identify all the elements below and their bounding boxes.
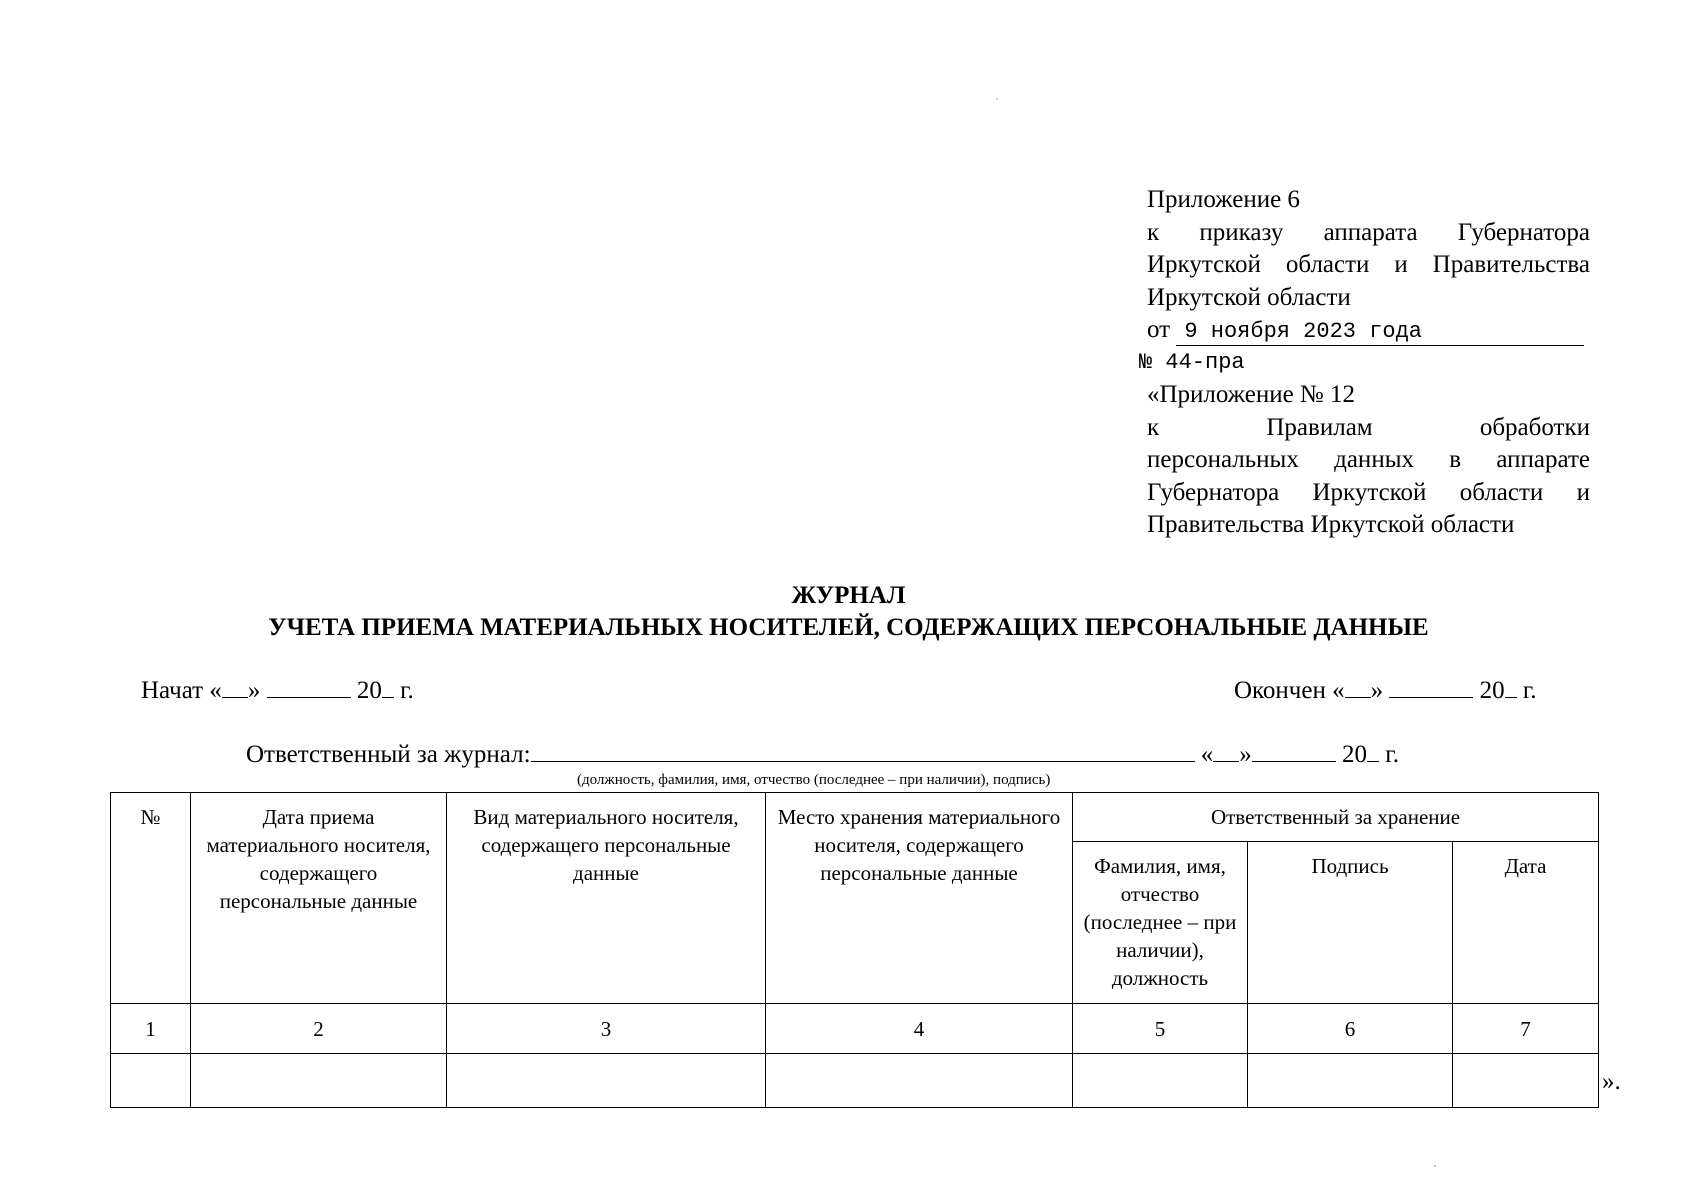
empty-cell — [766, 1054, 1073, 1108]
responsible-caption: (должность, фамилия, имя, отчество (последнее – при наличии), подпись) — [577, 772, 1051, 788]
started-year-blank — [382, 677, 394, 698]
column-number: 7 — [1453, 1004, 1599, 1054]
header-media-type: Вид материального носителя, содержащего персональные данные — [447, 793, 766, 1004]
table-header-row — [111, 793, 1599, 842]
header-storage-place: Место хранения материального носителя, содержащего персональные данные — [766, 793, 1073, 1004]
started-label: Начат « — [141, 677, 222, 704]
responsible-open-quote: « — [1200, 741, 1214, 768]
header-num: № — [111, 793, 191, 1004]
started-suffix: г. — [393, 677, 414, 704]
column-number: 4 — [766, 1004, 1073, 1054]
responsible-name-blank — [531, 741, 1195, 762]
started-close-quote: » — [247, 677, 261, 704]
appendix-date-value: 9 ноября 2023 года — [1176, 319, 1584, 346]
empty-cell — [1073, 1054, 1248, 1108]
responsible-day-blank — [1213, 741, 1239, 762]
column-number: 1 — [111, 1004, 191, 1054]
finished-label: Окончен « — [1234, 677, 1345, 704]
finished-close-quote: » — [1370, 677, 1384, 704]
header-full-name: Фамилия, имя, отчество (последнее – при наличии), должность — [1073, 842, 1248, 1004]
table-row — [111, 1054, 1599, 1108]
closing-quote: ». — [1602, 1068, 1621, 1095]
column-number: 5 — [1073, 1004, 1248, 1054]
appendix-block — [1139, 184, 1590, 542]
finished-row — [1234, 677, 1537, 705]
started-month-blank — [267, 677, 351, 698]
started-row — [141, 677, 414, 705]
header-date-received: Дата приема материального носителя, содержащего персональные данные — [191, 793, 447, 1004]
empty-cell — [447, 1054, 766, 1108]
header-signature: Подпись — [1248, 842, 1453, 1004]
column-number: 2 — [191, 1004, 447, 1054]
appendix-date-row — [1147, 314, 1590, 347]
header-date: Дата — [1453, 842, 1599, 1004]
appendix-rules-line-2: персональных данных в аппарате — [1147, 446, 1590, 473]
responsible-row — [246, 741, 1399, 769]
empty-cell — [1248, 1054, 1453, 1108]
appendix-rules-line-4: Правительства Иркутской области — [1147, 511, 1515, 538]
started-day-blank — [222, 677, 248, 698]
appendix-sub-title: «Приложение № 12 — [1147, 381, 1356, 408]
appendix-region-line-2: Иркутской области — [1147, 283, 1351, 311]
appendix-rules-line-3: Губернатора Иркутской области и — [1147, 478, 1590, 506]
responsible-month-blank — [1252, 741, 1336, 762]
responsible-label: Ответственный за журнал: — [246, 741, 531, 768]
column-number: 6 — [1248, 1004, 1453, 1054]
scan-speck — [996, 98, 998, 100]
finished-suffix: г. — [1516, 677, 1537, 704]
appendix-date-prefix: от — [1147, 316, 1171, 343]
column-number: 3 — [447, 1004, 766, 1054]
table-number-row — [111, 1004, 1599, 1054]
appendix-number: № 44-пра — [1139, 349, 1245, 375]
finished-year: 20 — [1479, 677, 1505, 704]
scan-speck — [1434, 1165, 1436, 1167]
appendix-rules-line: к Правилам обработки — [1147, 413, 1590, 441]
responsible-suffix: г. — [1379, 741, 1399, 768]
appendix-title: Приложение 6 — [1147, 186, 1300, 213]
finished-year-blank — [1505, 677, 1517, 698]
appendix-order-line: к приказу аппарата Губернатора — [1147, 218, 1590, 246]
document-subtitle: УЧЕТА ПРИЕМА МАТЕРИАЛЬНЫХ НОСИТЕЛЕЙ, СОДЕРЖАЩИХ ПЕРСОНАЛЬНЫЕ ДАННЫЕ — [268, 614, 1429, 641]
responsible-year: 20 — [1342, 741, 1368, 768]
empty-cell — [1453, 1054, 1599, 1108]
finished-day-blank — [1345, 677, 1371, 698]
responsible-close-quote: » — [1239, 741, 1252, 768]
document-title: ЖУРНАЛ — [791, 582, 906, 609]
empty-cell — [111, 1054, 191, 1108]
journal-table — [110, 792, 1599, 1108]
appendix-region-line: Иркутской области и Правительства — [1147, 251, 1590, 278]
header-responsible-group: Ответственный за хранение — [1073, 793, 1599, 842]
started-year: 20 — [356, 677, 382, 704]
finished-month-blank — [1389, 677, 1473, 698]
responsible-year-blank — [1367, 741, 1379, 762]
empty-cell — [191, 1054, 447, 1108]
